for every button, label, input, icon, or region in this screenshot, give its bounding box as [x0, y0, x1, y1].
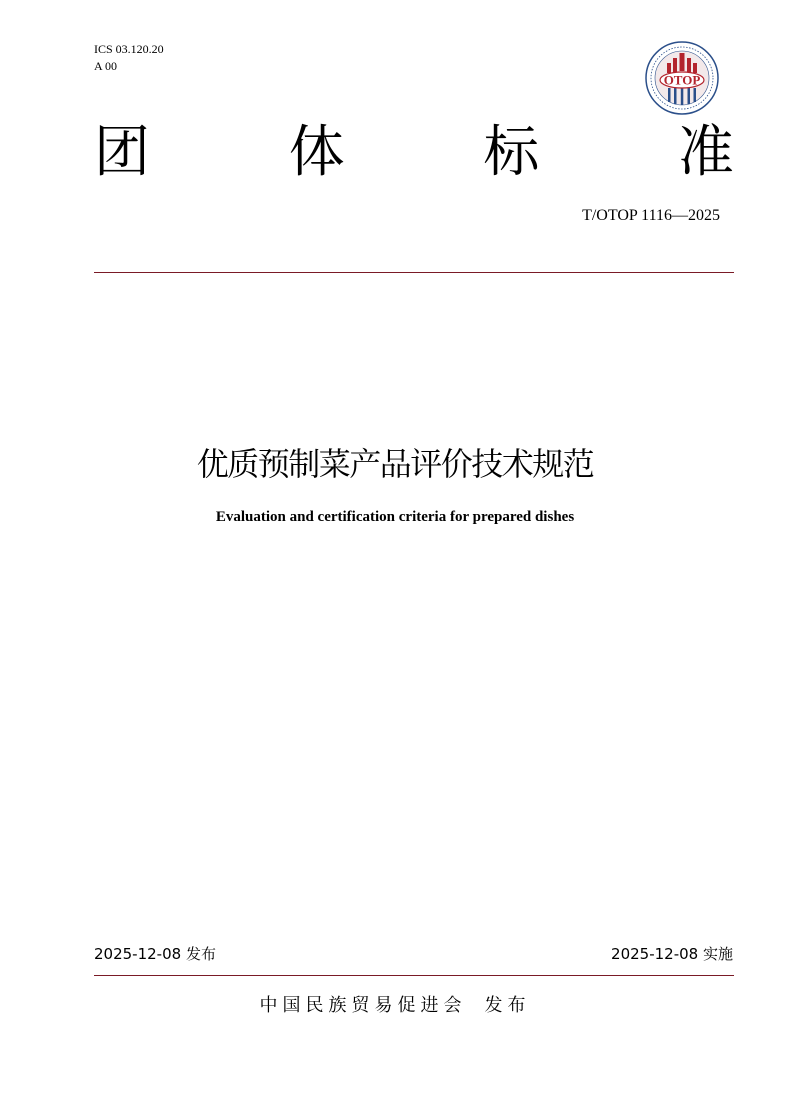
header-divider — [94, 272, 734, 273]
ics-code: ICS 03.120.20 — [94, 42, 164, 56]
publisher-line — [0, 991, 790, 1017]
ccs-code: A 00 — [94, 59, 118, 73]
logo-text: OTOP — [663, 72, 701, 88]
standard-number: T/OTOP 1116—2025 — [582, 207, 720, 224]
publisher-action: 发布 — [484, 995, 531, 1016]
standard-type-char-2: 体 — [288, 120, 345, 185]
standard-type-char-1: 团 — [94, 120, 150, 185]
document-title-chinese: 优质预制菜产品评价技术规范 — [196, 445, 594, 483]
standard-type-char-4: 准 — [677, 120, 734, 185]
implementation-date: 2025-12-08 实施 — [611, 945, 733, 963]
issue-date: 2025-12-08 发布 — [94, 945, 216, 963]
publisher-organization: 中国民族贸易促进会 — [259, 995, 467, 1016]
footer-divider — [94, 975, 734, 976]
classification-codes — [94, 41, 164, 75]
otop-logo — [644, 40, 720, 116]
document-title-english: Evaluation and certification criteria for prepared dishes — [215, 509, 575, 525]
standard-type-heading — [94, 122, 734, 184]
standard-type-char-3: 标 — [483, 120, 540, 185]
